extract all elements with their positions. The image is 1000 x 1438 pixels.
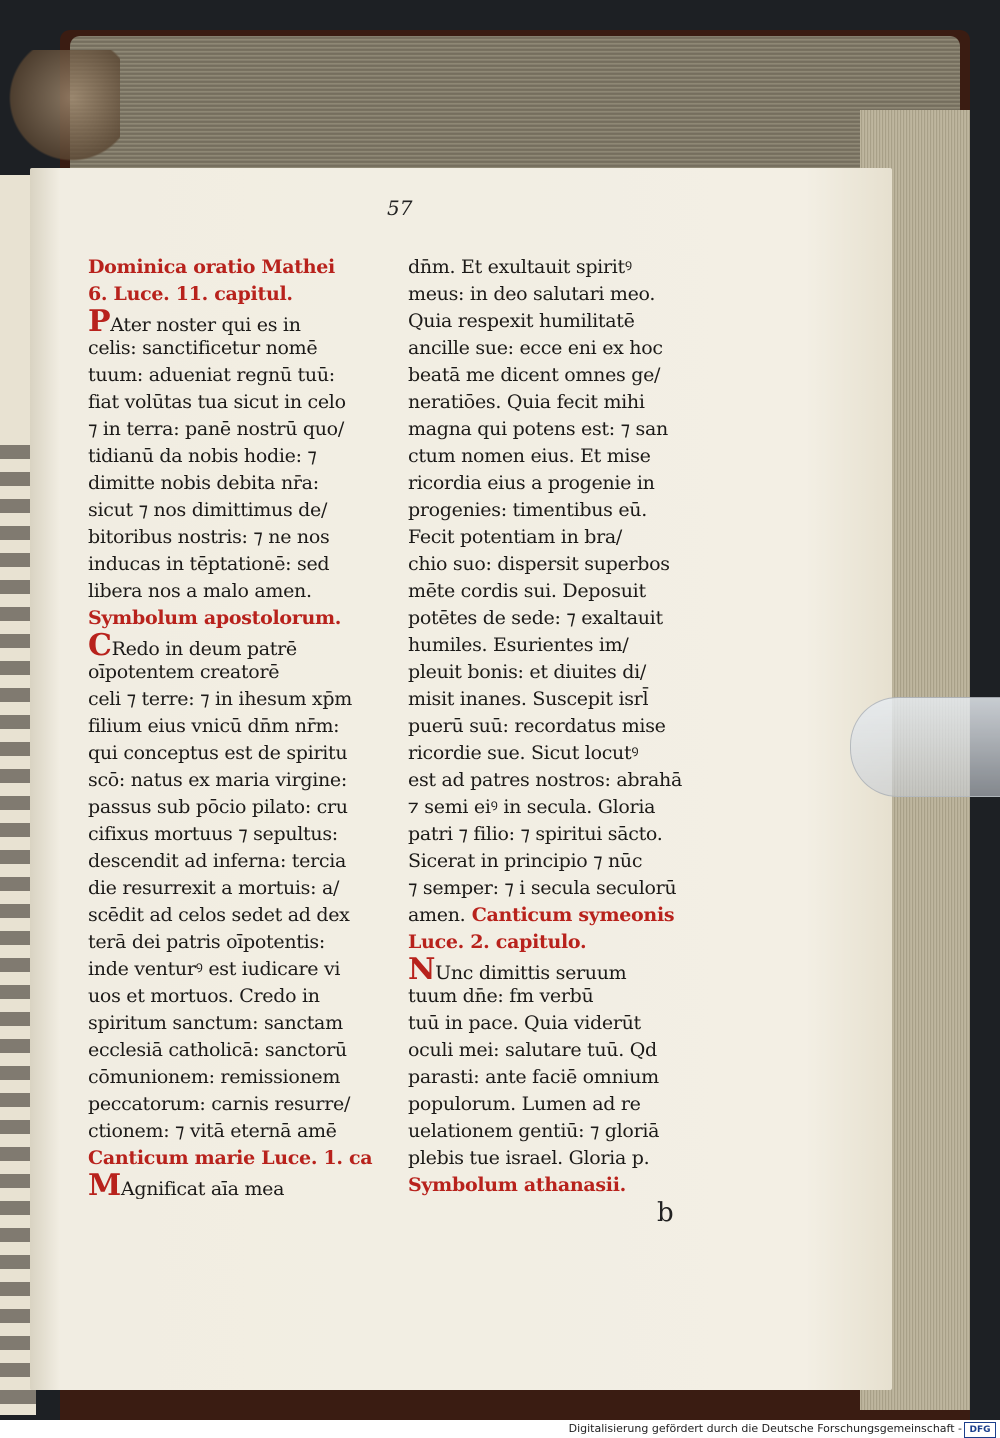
line-text: puerū suū: recordatus mise — [408, 715, 666, 737]
line-text: celis: sanctificetur nomē — [88, 337, 318, 359]
line-text: populorum. Lumen ad re — [408, 1093, 641, 1115]
line-text: tidianū da nobis hodie: ⁊ — [88, 445, 317, 467]
line-text: Sicerat in principio ⁊ nūc — [408, 850, 643, 872]
text-line — [408, 848, 708, 875]
text-line — [408, 983, 708, 1010]
text-line — [88, 605, 384, 632]
text-line — [88, 848, 384, 875]
rubricated-initial: M — [88, 1172, 121, 1199]
line-text: sicut ⁊ nos dimittimus de/ — [88, 499, 328, 521]
folio-number: 57 — [387, 196, 413, 220]
signature-mark: b — [657, 1198, 674, 1228]
line-text: tuū in pace. Quia viderūt — [408, 1012, 641, 1034]
line-text: tuum: adueniat regnū tuū: — [88, 364, 335, 386]
line-text: dimitte nobis debita nr̄a: — [88, 472, 319, 494]
text-line — [408, 1172, 708, 1199]
dfg-logo: DFG — [964, 1422, 996, 1438]
page-clip — [850, 697, 1000, 797]
text-line — [408, 1145, 708, 1172]
text-line — [408, 524, 708, 551]
line-text: terā dei patris oīpotentis: — [88, 931, 325, 953]
line-text: Fecit potentiam in bra/ — [408, 526, 623, 548]
text-line — [88, 956, 384, 983]
text-line — [88, 389, 384, 416]
rubricated-initial: C — [88, 632, 112, 659]
line-text: potētes de sede: ⁊ exaltauit — [408, 607, 663, 629]
line-text: peccatorum: carnis resurre/ — [88, 1093, 351, 1115]
text-line — [88, 686, 384, 713]
line-text: ctionem: ⁊ vitā eternā amē — [88, 1120, 337, 1142]
text-line — [88, 1091, 384, 1118]
text-line — [408, 875, 708, 902]
line-text: descendit ad inferna: tercia — [88, 850, 347, 872]
text-line — [408, 1037, 708, 1064]
rubricated-initial: N — [408, 956, 436, 983]
page-block-top-edge — [70, 36, 960, 176]
text-line — [408, 254, 708, 281]
left-text-column — [88, 254, 384, 1199]
text-line — [408, 740, 708, 767]
line-text: patri ⁊ filio: ⁊ spiritui sācto. — [408, 823, 663, 845]
line-text: bitoribus nostris: ⁊ ne nos — [88, 526, 330, 548]
rubric-heading: Symbolum athanasii. — [408, 1174, 626, 1196]
text-line — [88, 335, 384, 362]
text-line — [88, 362, 384, 389]
line-text: qui conceptus est de spiritu — [88, 742, 348, 764]
text-line — [88, 632, 384, 659]
line-text: Agnificat aīa mea — [120, 1178, 285, 1199]
right-text-column — [408, 254, 708, 1199]
text-line — [408, 794, 708, 821]
text-line — [88, 821, 384, 848]
text-line — [408, 578, 708, 605]
bookmark-cord — [0, 50, 120, 170]
text-line — [88, 470, 384, 497]
text-line — [88, 1010, 384, 1037]
text-line — [88, 1145, 384, 1172]
line-text: cōmunionem: remissionem — [88, 1066, 341, 1088]
text-line — [88, 1118, 384, 1145]
text-line — [408, 551, 708, 578]
rubricated-initial: P — [88, 308, 111, 335]
line-text: meus: in deo salutari meo. — [408, 283, 656, 305]
text-line — [408, 362, 708, 389]
line-text: ricordie sue. Sicut locutꝰ — [408, 742, 639, 764]
text-line — [408, 1064, 708, 1091]
line-text: scēdit ad celos sedet ad dex — [88, 904, 350, 926]
text-line — [88, 767, 384, 794]
line-text: uos et mortuos. Credo in — [88, 985, 320, 1007]
line-text: mēte cordis sui. Deposuit — [408, 580, 646, 602]
line-text: ⁊ semper: ⁊ i secula seculorū — [408, 877, 677, 899]
line-text: ctum nomen eius. Et mise — [408, 445, 651, 467]
text-line — [88, 1064, 384, 1091]
text-line — [88, 740, 384, 767]
line-text: ecclesiā catholicā: sanctorū — [88, 1039, 347, 1061]
line-text: dn̄m. Et exultauit spiritꝰ — [408, 256, 632, 278]
text-line — [408, 821, 708, 848]
text-line — [408, 281, 708, 308]
line-text: progenies: timentibus eū. — [408, 499, 647, 521]
text-line — [408, 308, 708, 335]
line-text: oīpotentem creatorē — [88, 661, 280, 683]
text-line — [408, 956, 708, 983]
line-text: parasti: ante faciē omnium — [408, 1066, 659, 1088]
line-text: beatā me dicent omnes ge/ — [408, 364, 661, 386]
text-line — [408, 767, 708, 794]
text-line — [408, 497, 708, 524]
line-text: oculi mei: salutare tuū. Qd — [408, 1039, 657, 1061]
line-text: tuum dn̄e: fm verbū — [408, 985, 594, 1007]
text-line — [408, 929, 708, 956]
text-line — [88, 929, 384, 956]
line-text: filium eius vnicū dn̄m nr̄m: — [88, 715, 340, 737]
line-text: pleuit bonis: et diuites di/ — [408, 661, 646, 683]
text-line — [88, 308, 384, 335]
rubric-heading: Luce. 2. capitulo. — [408, 931, 587, 953]
line-text: spiritum sanctum: sanctam — [88, 1012, 343, 1034]
text-line — [408, 389, 708, 416]
text-line — [408, 1091, 708, 1118]
credit-footer — [0, 1420, 1000, 1438]
text-line — [88, 875, 384, 902]
line-text: amen. — [408, 904, 466, 926]
line-text: inde venturꝰ est iudicare vi — [88, 958, 341, 980]
line-text: scō: natus ex maria virgine: — [88, 769, 347, 791]
text-line — [88, 551, 384, 578]
text-line — [408, 902, 708, 929]
line-text: cifixus mortuus ⁊ sepultus: — [88, 823, 338, 845]
line-text: libera nos a malo amen. — [88, 580, 312, 602]
text-line — [88, 281, 384, 308]
text-line — [88, 1172, 384, 1199]
line-text: Quia respexit humilitatē — [408, 310, 635, 332]
line-text: inducas in tēptationē: sed — [88, 553, 330, 575]
line-text: magna qui potens est: ⁊ san — [408, 418, 668, 440]
text-line — [408, 1118, 708, 1145]
line-text: celi ⁊ terre: ⁊ in ihesum xp̄m — [88, 688, 352, 710]
line-text: ricordia eius a progenie in — [408, 472, 655, 494]
rubric-heading: Canticum symeonis — [465, 904, 675, 926]
text-line — [88, 254, 384, 281]
line-text: neratiōes. Quia fecit mihi — [408, 391, 645, 413]
line-text: chio suo: dispersit superbos — [408, 553, 670, 575]
rubric-heading: Canticum marie Luce. 1. ca — [88, 1147, 373, 1169]
text-line — [408, 335, 708, 362]
line-text: Unc dimittis seruum — [435, 962, 627, 983]
text-line — [408, 686, 708, 713]
text-line — [88, 794, 384, 821]
text-line — [88, 713, 384, 740]
text-line — [88, 443, 384, 470]
text-line — [88, 902, 384, 929]
text-line — [88, 416, 384, 443]
line-text: fiat volūtas tua sicut in celo — [88, 391, 346, 413]
rubric-heading: Dominica oratio Mathei — [88, 256, 335, 278]
line-text: est ad patres nostros: abrahā — [408, 769, 682, 791]
text-line — [408, 416, 708, 443]
text-line — [88, 524, 384, 551]
text-line — [408, 605, 708, 632]
line-text: passus sub pōcio pilato: cru — [88, 796, 348, 818]
line-text: misit inanes. Suscepit isrl̄ — [408, 688, 649, 710]
text-line — [88, 578, 384, 605]
rubric-heading: Symbolum apostolorum. — [88, 607, 342, 629]
text-line — [88, 1037, 384, 1064]
text-line — [408, 443, 708, 470]
line-text: Ater noster qui es in — [110, 314, 301, 335]
line-text: ⁊ in terra: panē nostrū quo/ — [88, 418, 344, 440]
rubric-heading: 6. Luce. 11. capitul. — [88, 283, 293, 305]
line-text: humiles. Esurientes im/ — [408, 634, 629, 656]
text-line — [408, 1010, 708, 1037]
text-line — [88, 497, 384, 524]
line-text: ⁊ semi eiꝰ in secula. Gloria — [408, 796, 656, 818]
line-text: die resurrexit a mortuis: a/ — [88, 877, 340, 899]
text-line — [88, 659, 384, 686]
line-text: Redo in deum patrē — [111, 638, 297, 659]
text-line — [408, 713, 708, 740]
line-text: plebis tue israel. Gloria p. — [408, 1147, 650, 1169]
text-line — [408, 659, 708, 686]
line-text: uelationem gentiū: ⁊ gloriā — [408, 1120, 660, 1142]
line-text: ancille sue: ecce eni ex hoc — [408, 337, 663, 359]
text-line — [408, 632, 708, 659]
text-line — [408, 470, 708, 497]
dfg-credit-text: Digitalisierung gefördert durch die Deutsche Forschungsgemeinschaft - — [568, 1422, 962, 1435]
text-line — [88, 983, 384, 1010]
